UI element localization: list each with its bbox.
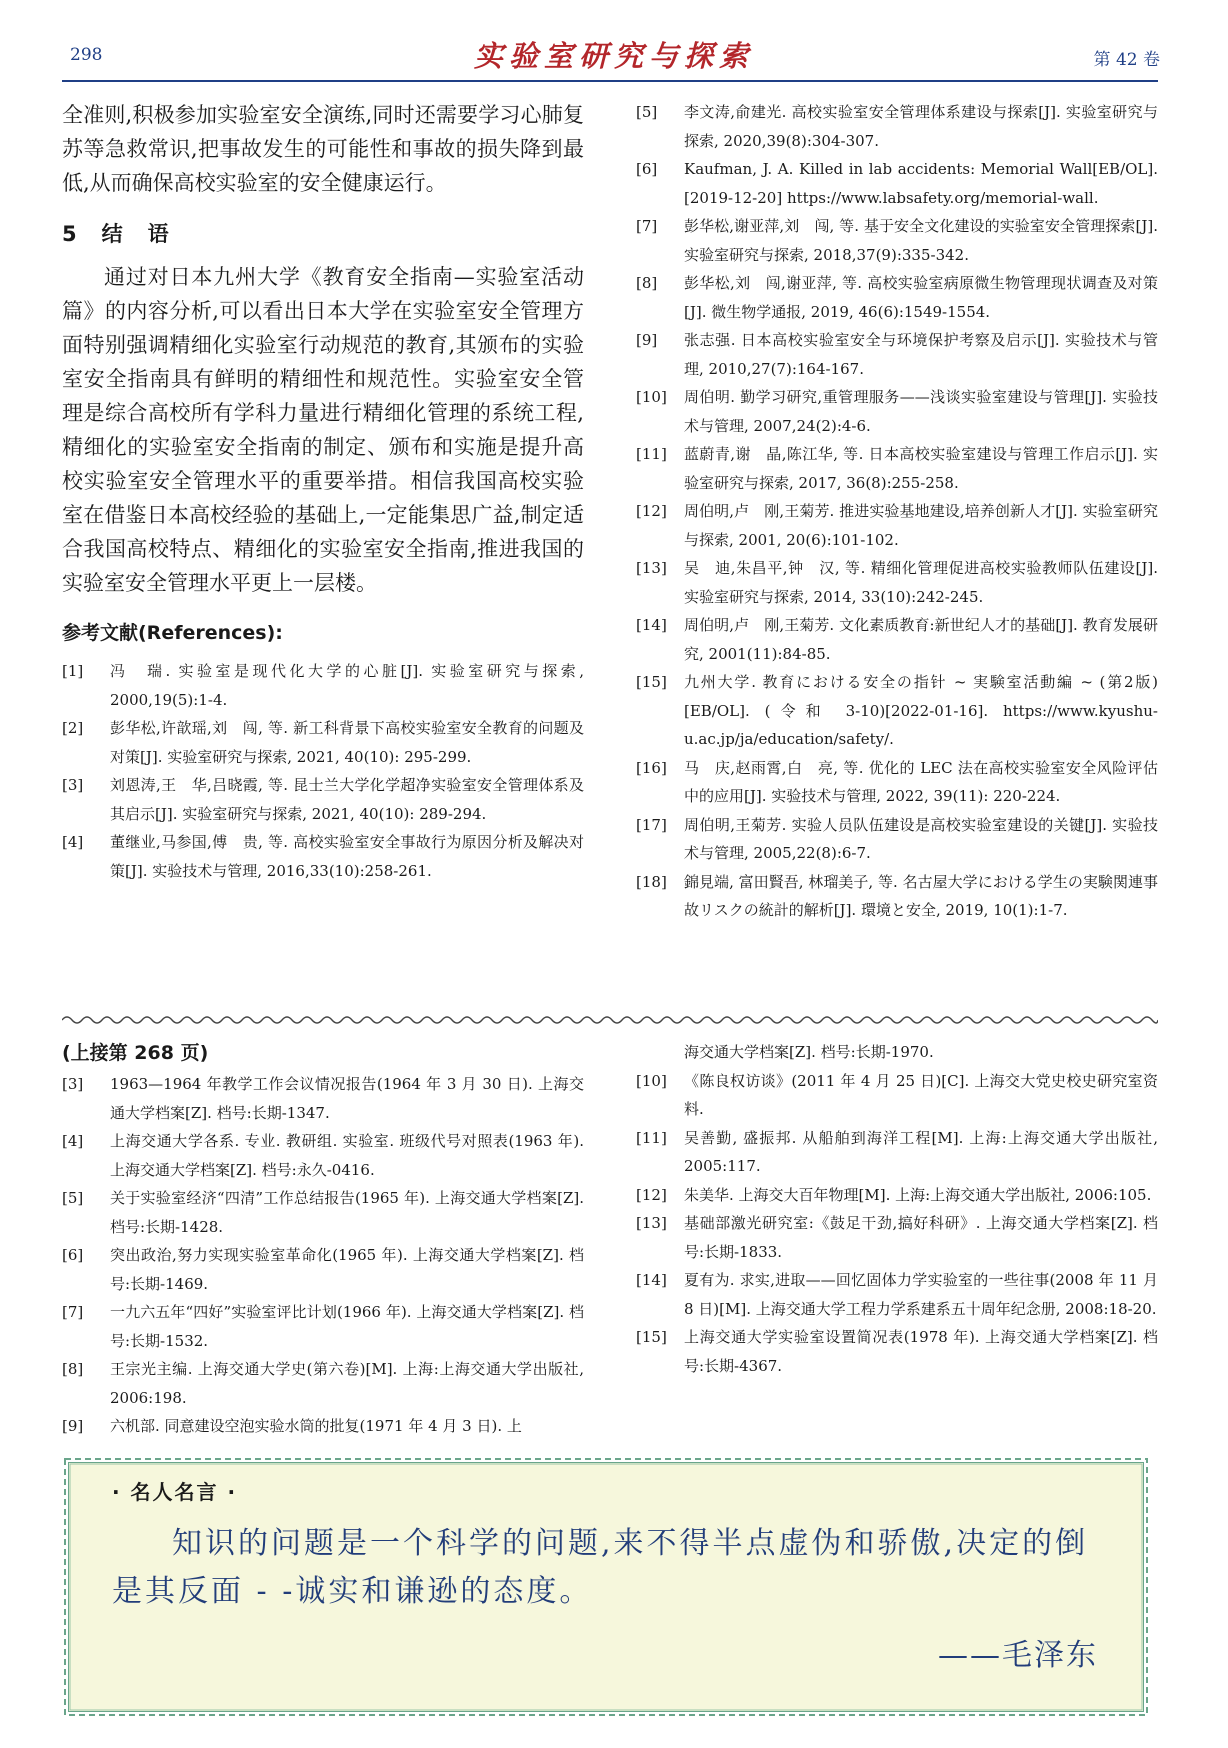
reference-number: [11] [636,1128,667,1147]
reference-text: 一九六五年“四好”实验室评比计划(1966 年). 上海交通大学档案[Z]. 档号:长期-1532. [110,1303,584,1350]
reference-text: 1963—1964 年教学工作会议情况报告(1964 年 3 月 30 日). 上海交通大学档案[Z]. 档号:长期-1347. [110,1075,584,1122]
reference-number: [3] [62,776,84,794]
reference-number: [12] [636,1185,667,1204]
reference-text: 彭华松,谢亚萍,刘 闯, 等. 基于安全文化建设的实验室安全管理探索[J]. 实验室研究与探索, 2018,37(9):335-342. [684,217,1158,264]
references-heading: 参考文献(References): [62,622,283,644]
continued-right-column [636,1038,1158,1380]
reference-item [636,497,1158,554]
reference-text: 《陈良权访谈》(2011 年 4 月 25 日)[C]. 上海交大党史校史研究室资料. [684,1071,1158,1118]
reference-text: 夏有为. 求实,进取——回忆固体力学实验室的一些往事(2008 年 11 月 8 日)[M]. 上海交通大学工程力学系建系五十周年纪念册, 2008:18-20. [684,1271,1158,1318]
reference-text: 周伯明,王菊芳. 实验人员队伍建设是高校实验室建设的关键[J]. 实验技术与管理, 2005,22(8):6-7. [684,815,1158,862]
reference-number: [13] [636,1214,667,1232]
reference-item [636,868,1158,925]
reference-text: Kaufman, J. A. Killed in lab accidents: Memorial Wall[EB/OL]. [2019-12-20] https://www.labsafety.org/memorial-wall. [684,160,1158,207]
reference-item [636,1181,1158,1210]
reference-item [636,1124,1158,1181]
reference-item [636,668,1158,754]
page-number: 298 [70,45,103,65]
reference-item [62,1355,584,1412]
reference-item [62,771,584,828]
journal-title: 实验室研究与探索 [473,39,754,73]
reference-text: 周伯明,卢 刚,王菊芳. 文化素质教育:新世纪人才的基础[J]. 教育发展研究, 2001(11):84-85. [684,616,1158,663]
reference-item [62,1412,584,1441]
reference-number: [2] [62,719,84,737]
reference-item [636,440,1158,497]
reference-text: 彭华松,刘 闯,谢亚萍, 等. 高校实验室病原微生物管理现状调查及对策[J]. 微生物学通报, 2019, 46(6):1549-1554. [684,274,1158,321]
reference-number: [7] [62,1303,84,1321]
reference-text: 马 庆,赵雨霄,白 亮, 等. 优化的 LEC 法在高校实验室安全风险评估中的应用[J]. 实验技术与管理, 2022, 39(11): 220-224. [684,758,1158,805]
reference-item [636,811,1158,868]
reference-text: 张志强. 日本高校实验室安全与环境保护考察及启示[J]. 实验技术与管理, 2010,27(7):164-167. [684,331,1158,378]
reference-number: [4] [62,1132,84,1150]
reference-text: 海交通大学档案[Z]. 档号:长期-1970. [684,1043,934,1061]
reference-number: [4] [62,833,84,851]
reference-text: 六机部. 同意建设空泡实验水筒的批复(1971 年 4 月 3 日). 上 [110,1417,522,1435]
reference-item [636,611,1158,668]
reference-item [62,1184,584,1241]
reference-number: [5] [62,1189,84,1207]
wavy-divider [62,1014,1158,1026]
intro-paragraph: 全准则,积极参加实验室安全演练,同时还需要学习心肺复苏等急救常识,把事故发生的可能性和事故的损失降到最低,从而确保高校实验室的安全健康运行。 [62,103,584,195]
right-reference-list [636,98,1158,925]
reference-number: [14] [636,1271,667,1289]
reference-number: [7] [636,217,658,235]
reference-item [636,212,1158,269]
reference-text: 吴善勤, 盛振邦. 从船舶到海洋工程[M]. 上海:上海交通大学出版社, 2005:117. [684,1128,1158,1175]
reference-item [62,1127,584,1184]
reference-number: [13] [636,559,667,577]
reference-number: [5] [636,103,658,121]
reference-text: 王宗光主编. 上海交通大学史(第六卷)[M]. 上海:上海交通大学出版社, 2006:198. [110,1360,584,1407]
continued-heading: (上接第 268 页) [62,1042,209,1064]
reference-number: [8] [636,274,658,292]
reference-text: 彭华松,许歆瑶,刘 闯, 等. 新工科背景下高校实验室安全教育的问题及对策[J]. 实验室研究与探索, 2021, 40(10): 295-299. [110,719,584,766]
reference-text: 董继业,马参国,傅 贵, 等. 高校实验室安全事故行为原因分析及解决对策[J]. 实验技术与管理, 2016,33(10):258-261. [110,833,584,880]
reference-item [636,326,1158,383]
reference-item [636,1067,1158,1124]
reference-item [636,269,1158,326]
reference-item [636,754,1158,811]
reference-text: 九州大学. 教育における安全の指针 ~ 実験室活動編 ~ (第2版)[EB/OL]. (令和 3-10)[2022-01-16]. https://www.kyushu-u.ac.jp/ja/education/safety/. [684,673,1158,748]
reference-text: 基础部激光研究室:《鼓足干劲,搞好科研》. 上海交通大学档案[Z]. 档号:长期-1833. [684,1214,1158,1261]
reference-number: [9] [636,331,658,349]
reference-number: [10] [636,1071,667,1090]
reference-item [62,828,584,885]
left-column [62,98,584,885]
reference-text: 吴 迪,朱昌平,钟 汉, 等. 精细化管理促进高校实验教师队伍建设[J]. 实验室研究与探索, 2014, 33(10):242-245. [684,559,1158,606]
left-reference-list [62,657,584,885]
reference-item [62,1241,584,1298]
reference-item [636,1323,1158,1380]
reference-item [636,1209,1158,1266]
reference-number: [15] [636,1328,667,1346]
reference-item [636,1266,1158,1323]
reference-number: [1] [62,662,84,680]
reference-text: 关于实验室经济“四清”工作总结报告(1965 年). 上海交通大学档案[Z]. 档号:长期-1428. [110,1189,584,1236]
reference-text: 突出政治,努力实现实验室革命化(1965 年). 上海交通大学档案[Z]. 档号:长期-1469. [110,1246,584,1293]
reference-number: [14] [636,616,667,634]
reference-text: 朱美华. 上海交大百年物理[M]. 上海:上海交通大学出版社, 2006:105. [684,1185,1152,1204]
reference-text: 錦見端, 富田賢吾, 林瑠美子, 等. 名古屋大学における学生の実験関連事故リスクの統計的解析[J]. 環境と安全, 2019, 10(1):1-7. [684,872,1158,919]
reference-number: [6] [62,1246,84,1264]
reference-text: 冯 瑞. 实验室是现代化大学的心脏[J]. 实验室研究与探索, 2000,19(5):1-4. [110,662,584,709]
reference-item [62,1298,584,1355]
conclusion-paragraph: 通过对日本九州大学《教育安全指南—实验室活动篇》的内容分析,可以看出日本大学在实验室安全管理方面特别强调精细化实验室行动规范的教育,其颁布的实验室安全指南具有鲜明的精细性和规范性。实验室安全管理是综合高校所有学科力量进行精细化管理的系统工程,精细化的实验室安全指南的制定、颁布和实施是提升高校实验室安全管理水平的重要举措。相信我国高校实验室在借鉴日本高校经验的基础上,一定能集思广益,制定适合我国高校特点、精细化的实验室安全指南,推进我国的实验室安全管理水平更上一层楼。 [62,265,584,595]
reference-number: [12] [636,502,667,520]
reference-item [636,383,1158,440]
reference-item [636,554,1158,611]
reference-number: [8] [62,1360,84,1378]
reference-number: [11] [636,445,667,463]
reference-item [62,714,584,771]
section-heading: 5 结 语 [62,222,171,246]
reference-item [636,98,1158,155]
reference-text: 周伯明,卢 刚,王菊芳. 推进实验基地建设,培养创新人才[J]. 实验室研究与探索, 2001, 20(6):101-102. [684,502,1158,549]
reference-number: [17] [636,815,667,834]
quote-author: ——毛泽东 [938,1638,1098,1673]
reference-text: 上海交通大学实验室设置简况表(1978 年). 上海交通大学档案[Z]. 档号:长期-4367. [684,1328,1158,1375]
reference-number: [18] [636,872,667,891]
reference-number: [10] [636,388,667,406]
right-column [636,98,1158,925]
reference-item [62,657,584,714]
reference-continuation [636,1038,1158,1067]
reference-number: [16] [636,758,667,777]
reference-number: [6] [636,160,658,178]
continued-left-column [62,1038,584,1441]
reference-text: 刘恩涛,王 华,吕晓霞, 等. 昆士兰大学化学超净实验室安全管理体系及其启示[J]. 实验室研究与探索, 2021, 40(10): 289-294. [110,776,584,823]
reference-text: 李文涛,俞建光. 高校实验室安全管理体系建设与探索[J]. 实验室研究与探索, 2020,39(8):304-307. [684,103,1158,150]
volume-label: 第 42 卷 [1093,50,1160,70]
reference-text: 周伯明. 勤学习研究,重管理服务——浅谈实验室建设与管理[J]. 实验技术与管理, 2007,24(2):4-6. [684,388,1158,435]
reference-number: [15] [636,673,667,691]
header-rule [62,80,1158,82]
reference-text: 上海交通大学各系. 专业. 教研组. 实验室. 班级代号对照表(1963 年). 上海交通大学档案[Z]. 档号:永久-0416. [110,1132,584,1179]
reference-text: 蓝蔚青,谢 晶,陈江华, 等. 日本高校实验室建设与管理工作启示[J]. 实验室研究与探索, 2017, 36(8):255-258. [684,445,1158,492]
reference-item [62,1070,584,1127]
reference-number: [9] [62,1417,84,1435]
reference-item [636,155,1158,212]
reference-number: [3] [62,1075,84,1093]
quote-text: 知识的问题是一个科学的问题,来不得半点虚伪和骄傲,决定的倒是其反面 - -诚实和谦逊的态度。 [112,1526,1089,1609]
quote-label: · 名人名言 · [112,1480,238,1504]
